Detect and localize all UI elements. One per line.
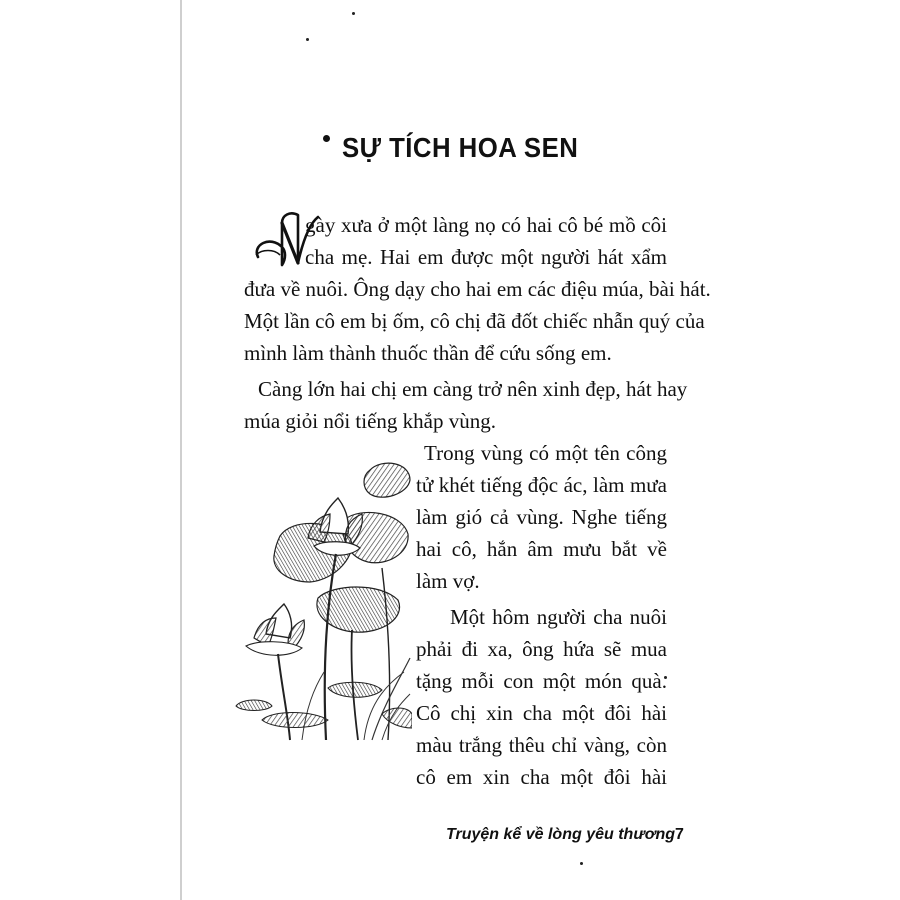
- story-line: Một lần cô em bị ốm, cô chị đã đốt chiếc nhẫn quý của: [244, 309, 705, 333]
- page-number: 7: [675, 826, 684, 843]
- page-footer: [446, 826, 684, 844]
- story-line: hai cô, hắn âm mưu bắt về: [416, 537, 667, 561]
- ink-speck: [352, 12, 355, 15]
- story-line: làm gió cả vùng. Nghe tiếng: [416, 505, 667, 529]
- story-line: tử khét tiếng độc ác, làm mưa: [416, 473, 667, 497]
- story-line: gày xưa ở một làng nọ có hai cô bé mồ côi: [305, 213, 667, 237]
- story-line: đưa về nuôi. Ông dạy cho hai em các điệu múa, bài hát.: [244, 277, 711, 301]
- story-line: mình làm thành thuốc thần để cứu sống em.: [244, 341, 612, 365]
- page-edge: [180, 0, 182, 900]
- ink-speck: [306, 38, 309, 41]
- running-title: Truyện kể về lòng yêu thương: [446, 826, 676, 843]
- lotus-flower-illustration: [232, 458, 412, 743]
- story-line: Trong vùng có một tên công: [424, 441, 667, 465]
- story-line: làm vợ.: [416, 569, 480, 593]
- story-line: tặng mỗi con một món quà.: [416, 669, 667, 693]
- ink-speck: [580, 862, 583, 865]
- story-line: Cô chị xin cha một đôi hài: [416, 701, 667, 725]
- story-line: cha mẹ. Hai em được một người hát xẩm: [305, 245, 667, 269]
- story-line: Một hôm người cha nuôi: [450, 605, 667, 629]
- story-line: màu trắng thêu chỉ vàng, còn: [416, 733, 667, 757]
- story-line: cô em xin cha một đôi hài: [416, 765, 667, 789]
- story-line: múa giỏi nổi tiếng khắp vùng.: [244, 409, 496, 433]
- story-line: phải đi xa, ông hứa sẽ mua: [416, 637, 667, 661]
- story-line: Càng lớn hai chị em càng trở nên xinh đẹp, hát hay: [258, 377, 688, 401]
- story-title: SỰ TÍCH HOA SEN: [342, 132, 579, 163]
- title-ornament-dot: [323, 135, 330, 142]
